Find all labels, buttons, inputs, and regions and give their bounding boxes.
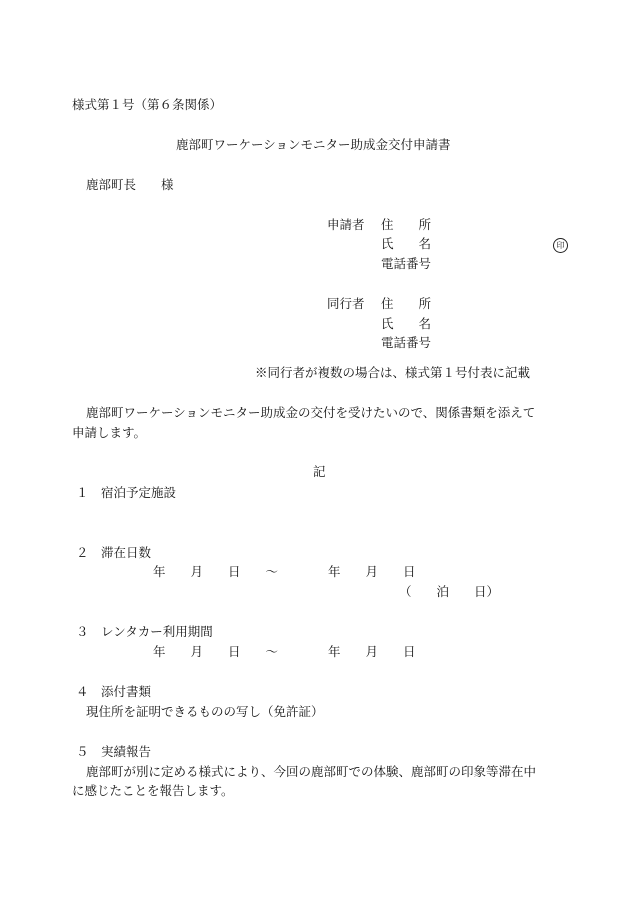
item1-heading: １ 宿泊予定施設 (76, 485, 177, 500)
seal-mark: 印 (553, 238, 568, 253)
ki-heading: 記 (313, 464, 326, 479)
companion-note: ※同行者が複数の場合は、様式第１号付表に記載 (255, 365, 531, 380)
item2-date-row: 年 月 日 ～ 年 月 日 (153, 564, 416, 579)
companion-phone-label: 電話番号 (381, 335, 432, 350)
form-number: 様式第１号（第６条関係） (72, 97, 223, 112)
item2-nights-row: （ 泊 日） (399, 584, 500, 599)
companion-address-label: 住 所 (381, 296, 432, 311)
item4-text: 現住所を証明できるものの写し（免許証） (86, 704, 324, 719)
document-title: 鹿部町ワーケーションモニター助成金交付申請書 (176, 137, 451, 152)
applicant-label: 申請者 (327, 217, 365, 232)
applicant-address-label: 住 所 (381, 217, 432, 232)
body-text-line2: 申請します。 (72, 425, 147, 440)
item5-text-line2: に感じたことを報告します。 (72, 783, 234, 798)
item5-heading: ５ 実績報告 (76, 744, 152, 759)
item5-text-line1: 鹿部町が別に定める様式により、今回の鹿部町での体験、鹿部町の印象等滞在中 (86, 764, 537, 779)
item2-heading: ２ 滞在日数 (76, 545, 152, 560)
addressee: 鹿部町長 様 (86, 177, 174, 192)
applicant-phone-label: 電話番号 (381, 256, 432, 271)
companion-name-label: 氏 名 (381, 316, 432, 331)
applicant-name-label: 氏 名 (381, 236, 432, 251)
item4-heading: ４ 添付書類 (76, 684, 152, 699)
body-text-line1: 鹿部町ワーケーションモニター助成金の交付を受けたいので、関係書類を添えて (86, 405, 536, 420)
seal-icon (553, 236, 568, 253)
item3-date-row: 年 月 日 ～ 年 月 日 (153, 644, 416, 659)
companion-label: 同行者 (327, 296, 365, 311)
item3-heading: ３ レンタカー利用期間 (76, 624, 213, 639)
